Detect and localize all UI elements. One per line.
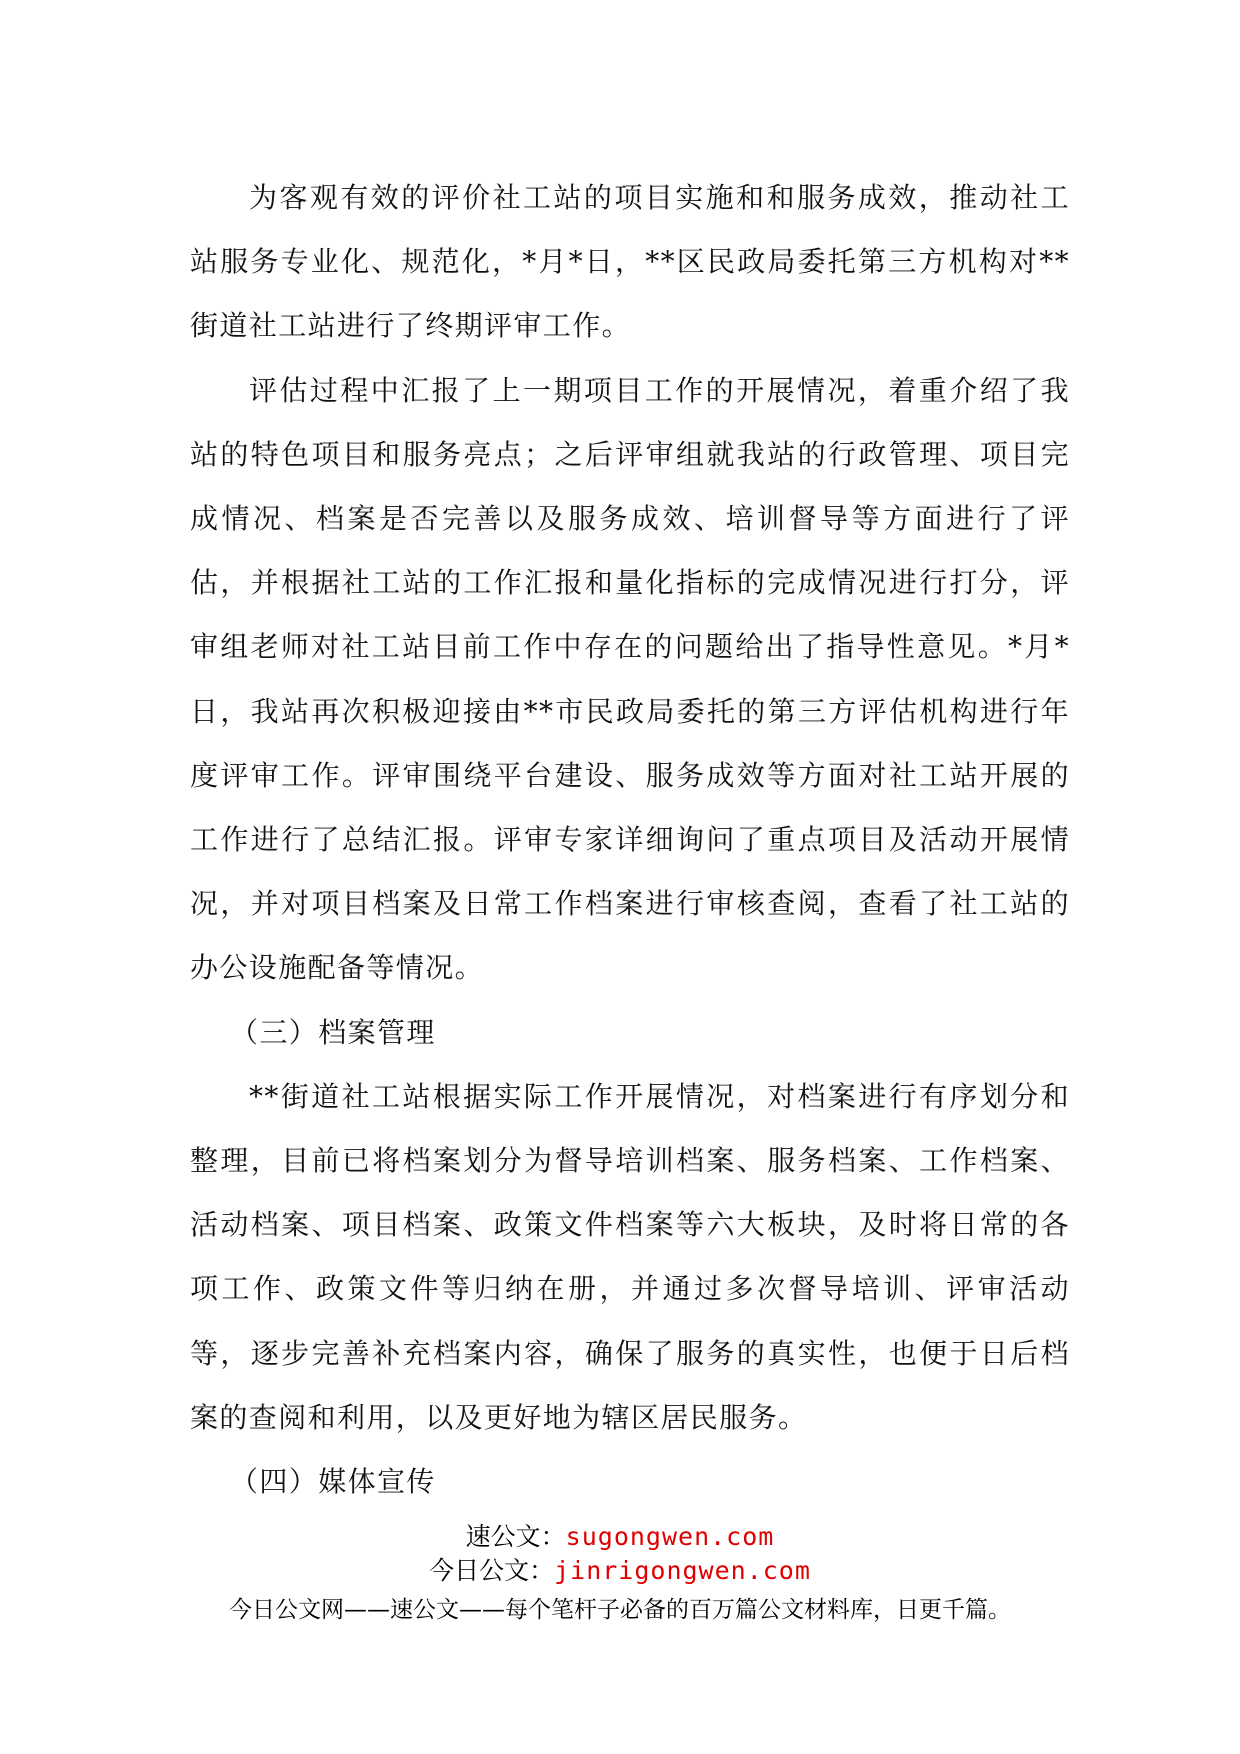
document-body	[190, 166, 1070, 1514]
paragraph-archive: **街道社工站根据实际工作开展情况，对档案进行有序划分和整理，目前已将档案划分为督导培训档案、服务档案、工作档案、活动档案、项目档案、政策文件档案等六大板块，及时将日常的各项工作、政策文件等归纳在册，并通过多次督导培训、评审活动等，逐步完善补充档案内容，确保了服务的真实性，也便于日后档案的查阅和利用，以及更好地为辖区居民服务。	[190, 1079, 1070, 1434]
footer-label-sugongwen: 速公文：	[465, 1522, 566, 1551]
footer-line-jinrigongwen	[0, 1554, 1240, 1588]
section-heading-media-publicity: （四）媒体宣传	[230, 1465, 436, 1499]
paragraph-evaluation: 评估过程中汇报了上一期项目工作的开展情况，着重介绍了我站的特色项目和服务亮点；之后评审组就我站的行政管理、项目完成情况、档案是否完善以及服务成效、培训督导等方面进行了评估，并根据社工站的工作汇报和量化指标的完成情况进行打分，评审组老师对社工站目前工作中存在的问题给出了指导性意见。*月*日，我站再次积极迎接由**市民政局委托的第三方评估机构进行年度评审工作。评审围绕平台建设、服务成效等方面对社工站开展的工作进行了总结汇报。评审专家详细询问了重点项目及活动开展情况，并对项目档案及日常工作档案进行审核查阅，查看了社工站的办公设施配备等情况。	[190, 373, 1070, 985]
footer-watermark	[0, 1520, 1240, 1630]
footer-line-sugongwen	[0, 1520, 1240, 1554]
paragraph-intro: 为客观有效的评价社工站的项目实施和和服务成效，推动社工站服务专业化、规范化，*月*日，**区民政局委托第三方机构对**街道社工站进行了终期评审工作。	[190, 181, 1070, 343]
footer-label-jinrigongwen: 今日公文：	[429, 1556, 555, 1585]
footer-link-jinrigongwen[interactable]: jinrigongwen.com	[554, 1556, 811, 1585]
footer-slogan: 今日公文网——速公文——每个笔杆子必备的百万篇公文材料库，日更千篇。	[229, 1597, 1011, 1623]
section-heading-archive-management: （三）档案管理	[230, 1015, 436, 1049]
footer-link-sugongwen[interactable]: sugongwen.com	[565, 1522, 775, 1551]
